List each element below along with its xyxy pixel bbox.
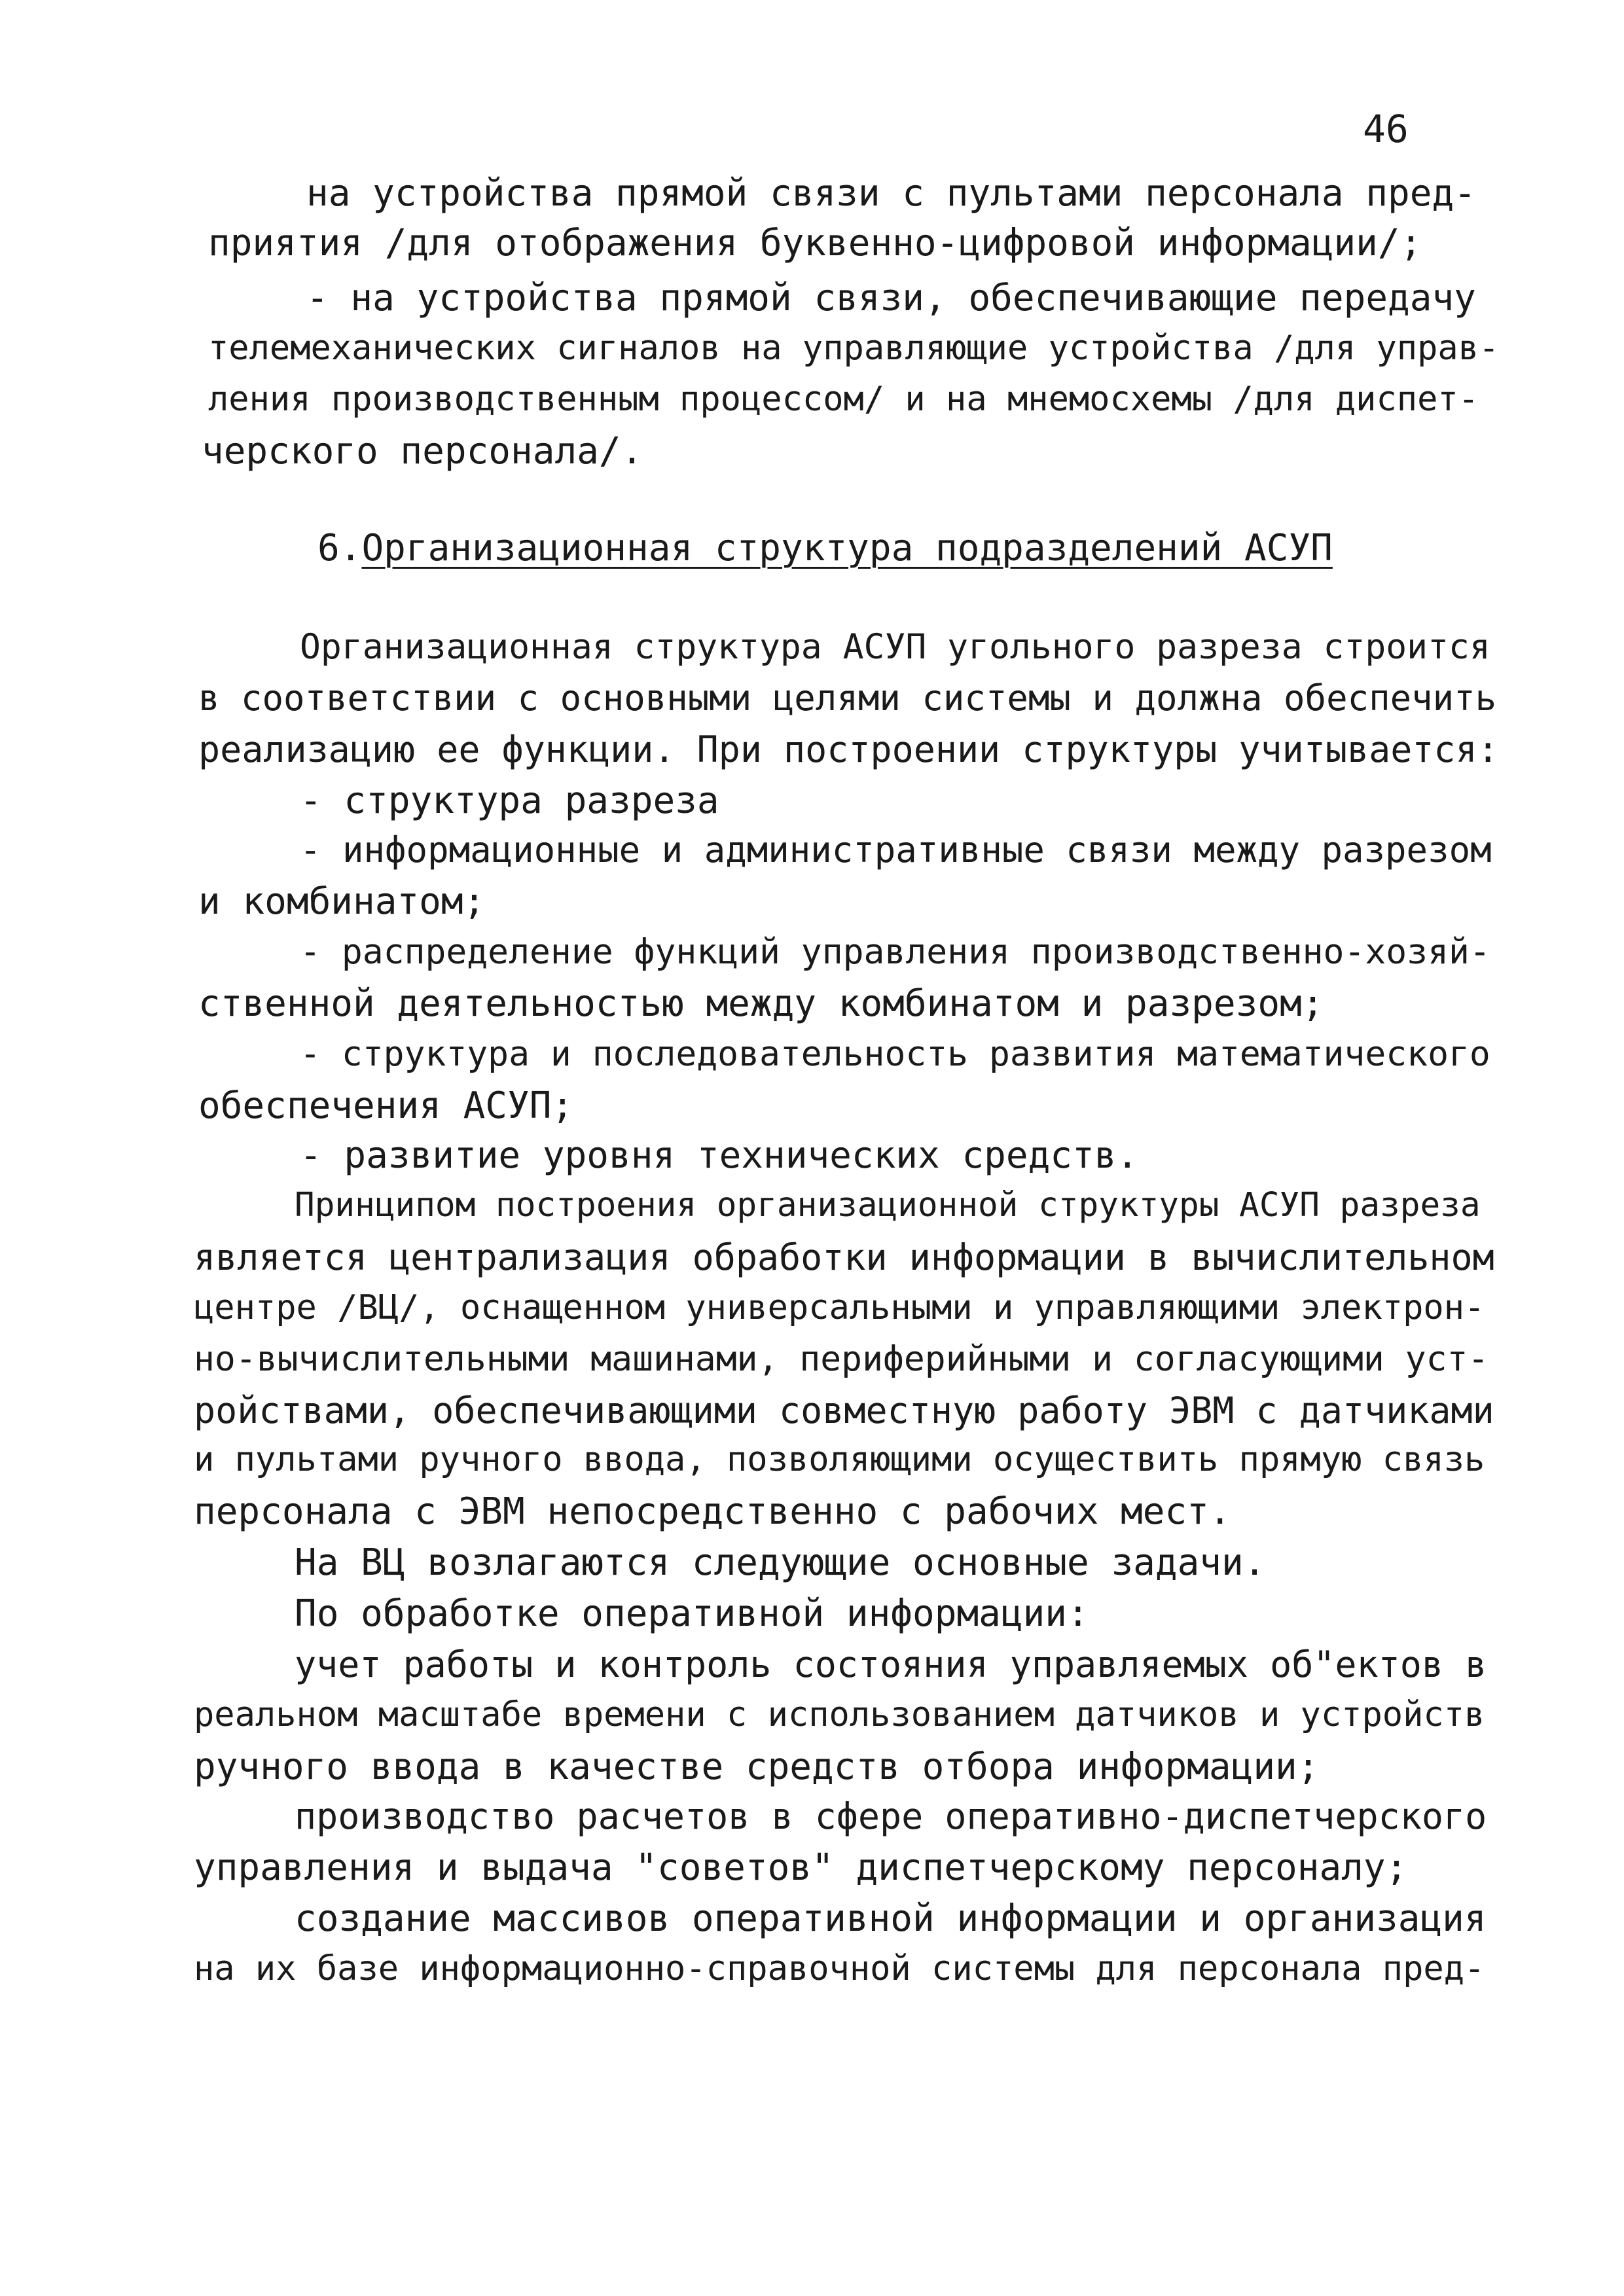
- text-line: - структура и последовательность развития математического: [300, 1034, 1490, 1074]
- text-line: и комбинатом;: [198, 880, 486, 923]
- text-line: - на устройства прямой связи, обеспечивающие передачу: [306, 277, 1476, 319]
- text-line: черского персонала/.: [202, 430, 643, 473]
- text-line: персонала с ЭВМ непосредственно с рабочих мест.: [194, 1490, 1231, 1533]
- section-heading: [317, 527, 1333, 569]
- text-line: на устройства прямой связи с пультами персонала пред-: [306, 172, 1476, 215]
- text-line: - структура разреза: [300, 780, 719, 822]
- text-line: ления производственным процессом/ и на мнемосхемы /для диспет-: [208, 380, 1479, 419]
- text-line: и пультами ручного ввода, позволяющими осуществить прямую связь: [194, 1440, 1485, 1479]
- text-line: ройствами, обеспечивающими совместную работу ЭВМ с датчиками: [194, 1390, 1494, 1431]
- section-number: 6.: [317, 527, 362, 569]
- text-line: Организационная структура АСУП угольного разреза строится: [300, 627, 1490, 667]
- text-line: ственной деятельностью между комбинатом и разрезом;: [198, 982, 1324, 1025]
- text-line: - развитие уровня технических средств.: [300, 1134, 1139, 1177]
- text-line: управления и выдача "советов" диспетчерскому персоналу;: [194, 1846, 1408, 1889]
- text-line: По обработке оперативной информации:: [295, 1592, 1089, 1635]
- section-title: Организационная структура подразделений АСУП: [361, 527, 1333, 569]
- text-line: обеспечения АСУП;: [198, 1085, 574, 1127]
- text-line: производство расчетов в сфере оперативно-диспетчерского: [295, 1795, 1487, 1837]
- text-line: но-вычислительными машинами, периферийными и согласующими уст-: [194, 1339, 1489, 1379]
- text-line: Принципом построения организационной структуры АСУП разреза: [295, 1186, 1481, 1225]
- text-line: - распределение функций управления производственно-хозяй-: [300, 932, 1490, 972]
- text-line: на их базе информационно-справочной системы для персонала пред-: [194, 1949, 1485, 1988]
- text-line: - информационные и административные связи между разрезом: [300, 829, 1492, 870]
- text-line: реальном масштабе времени с использованием датчиков и устройств: [194, 1695, 1485, 1734]
- text-line: центре /ВЦ/, оснащенном универсальными и управляющими электрон-: [194, 1288, 1485, 1327]
- text-line: в соответствии с основными целями системы и должна обеспечить: [198, 677, 1497, 719]
- text-line: реализацию ее функции. При построении структуры учитывается:: [198, 728, 1499, 770]
- text-line: телемеханических сигналов на управляющие устройства /для управ-: [208, 329, 1500, 368]
- text-line: является централизация обработки информации в вычислительном: [194, 1236, 1494, 1278]
- text-line: учет работы и контроль состояния управляемых об"ектов в: [295, 1643, 1487, 1685]
- text-line: приятия /для отображения буквенно-цифровой информации/;: [208, 222, 1422, 264]
- text-line: ручного ввода в качестве средств отбора информации;: [194, 1746, 1320, 1788]
- text-line: На ВЦ возлагаются следующие основные задачи.: [295, 1541, 1266, 1584]
- page-number: 46: [1363, 107, 1409, 151]
- text-line: создание массивов оперативной информации и организация: [295, 1897, 1487, 1940]
